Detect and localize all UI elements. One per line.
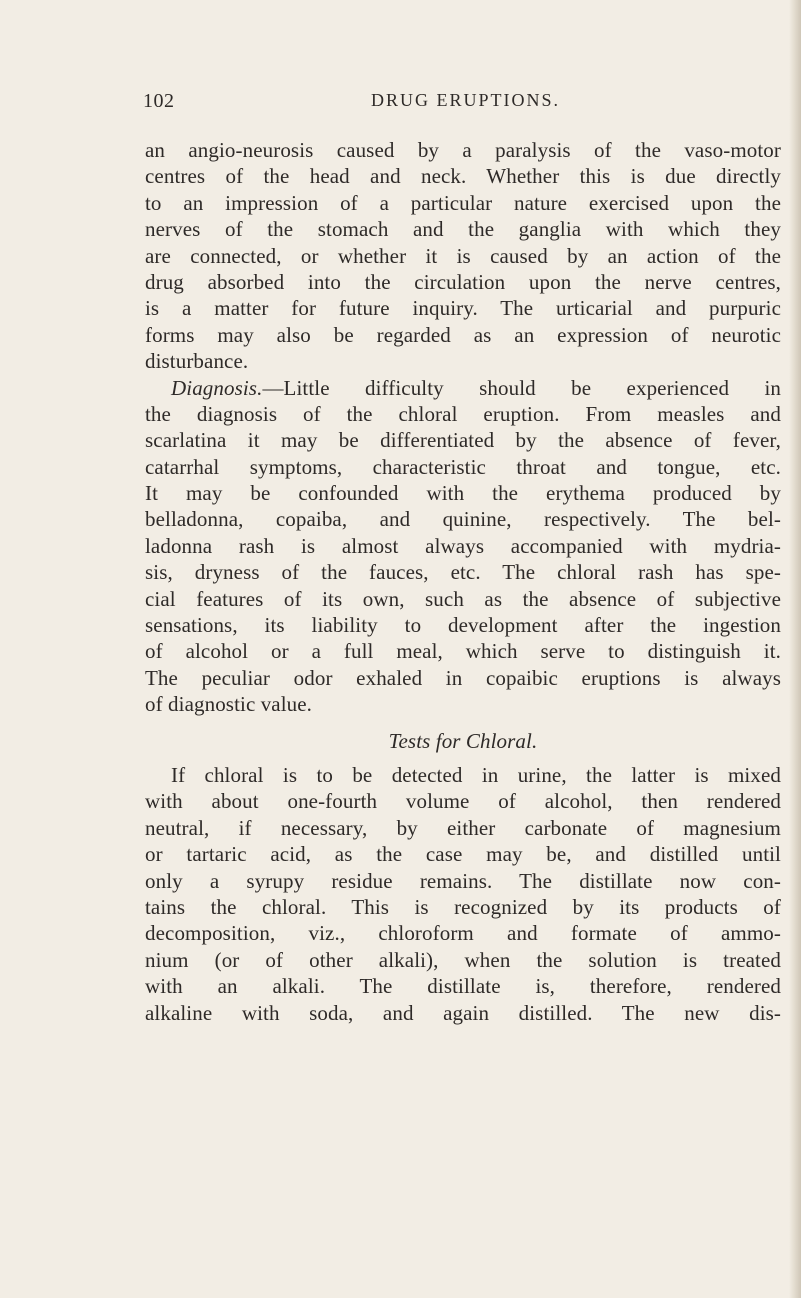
text-line: decomposition, viz., chloroform and formate of ammo- (145, 921, 781, 946)
text-line: are connected, or whether it is caused by an action of the (145, 243, 781, 268)
text-line (145, 375, 781, 401)
running-head: DRUG ERUPTIONS. (371, 90, 561, 110)
text-line: It may be confounded with the erythema produced by (145, 481, 781, 506)
diagnosis-first-line-text: —Little difficulty should be experienced in (262, 375, 781, 400)
text-line: catarrhal symptoms, characteristic throat and tongue, etc. (145, 454, 781, 479)
text-line: scarlatina it may be differentiated by the absence of fever, (145, 428, 781, 453)
text-line: to an impression of a particular nature exercised upon the (145, 190, 781, 215)
text-line: with an alkali. The distillate is, therefore, rendered (145, 974, 781, 999)
text-line: centres of the head and neck. Whether this is due directly (145, 164, 781, 189)
text-line: sensations, its liability to development after the ingestion (145, 613, 781, 638)
text-line: drug absorbed into the circulation upon the nerve centres, (145, 269, 781, 294)
text-line: The peculiar odor exhaled in copaibic eruptions is always (145, 665, 781, 690)
text-line: the diagnosis of the chloral eruption. From measles and (145, 401, 781, 426)
body-text (145, 137, 781, 1026)
text-line: cial features of its own, such as the absence of subjective (145, 586, 781, 611)
text-line: tains the chloral. This is recognized by its products of (145, 894, 781, 919)
text-line: forms may also be regarded as an expression of neurotic (145, 322, 781, 347)
text-line: of diagnostic value. (145, 692, 313, 717)
text-line: only a syrupy residue remains. The distillate now con- (145, 868, 781, 893)
text-line: of alcohol or a full meal, which serve to distinguish it. (145, 639, 781, 664)
text-line: is a matter for future inquiry. The urticarial and purpuric (145, 296, 781, 321)
text-line: ladonna rash is almost always accompanied with mydria- (145, 533, 781, 558)
diagnosis-run-in-heading: Diagnosis. (171, 375, 263, 400)
text-line: an angio-neurosis caused by a paralysis of the vaso-motor (145, 138, 781, 162)
paragraph-neurosis (145, 137, 781, 375)
page-header (143, 90, 783, 116)
page-edge-shadow (789, 0, 801, 1298)
text-line: alkaline with soda, and again distilled. The new dis- (145, 1000, 781, 1025)
page-number: 102 (143, 90, 175, 112)
paragraph-tests (145, 762, 781, 1026)
text-line: sis, dryness of the fauces, etc. The chloral rash has spe- (145, 560, 781, 585)
section-heading: Tests for Chloral. (388, 728, 538, 753)
text-line: disturbance. (145, 349, 249, 374)
text-line: nium (or of other alkali), when the solution is treated (145, 947, 781, 972)
text-line: neutral, if necessary, by either carbonate of magnesium (145, 815, 781, 840)
text-line: with about one-fourth volume of alcohol, then rendered (145, 789, 781, 814)
text-line: If chloral is to be detected in urine, the latter is mixed (171, 762, 781, 787)
paragraph-diagnosis (145, 375, 781, 718)
text-line: nerves of the stomach and the ganglia with which they (145, 217, 781, 242)
text-line: or tartaric acid, as the case may be, and distilled until (145, 842, 781, 867)
text-line: belladonna, copaiba, and quinine, respectively. The bel- (145, 507, 781, 532)
